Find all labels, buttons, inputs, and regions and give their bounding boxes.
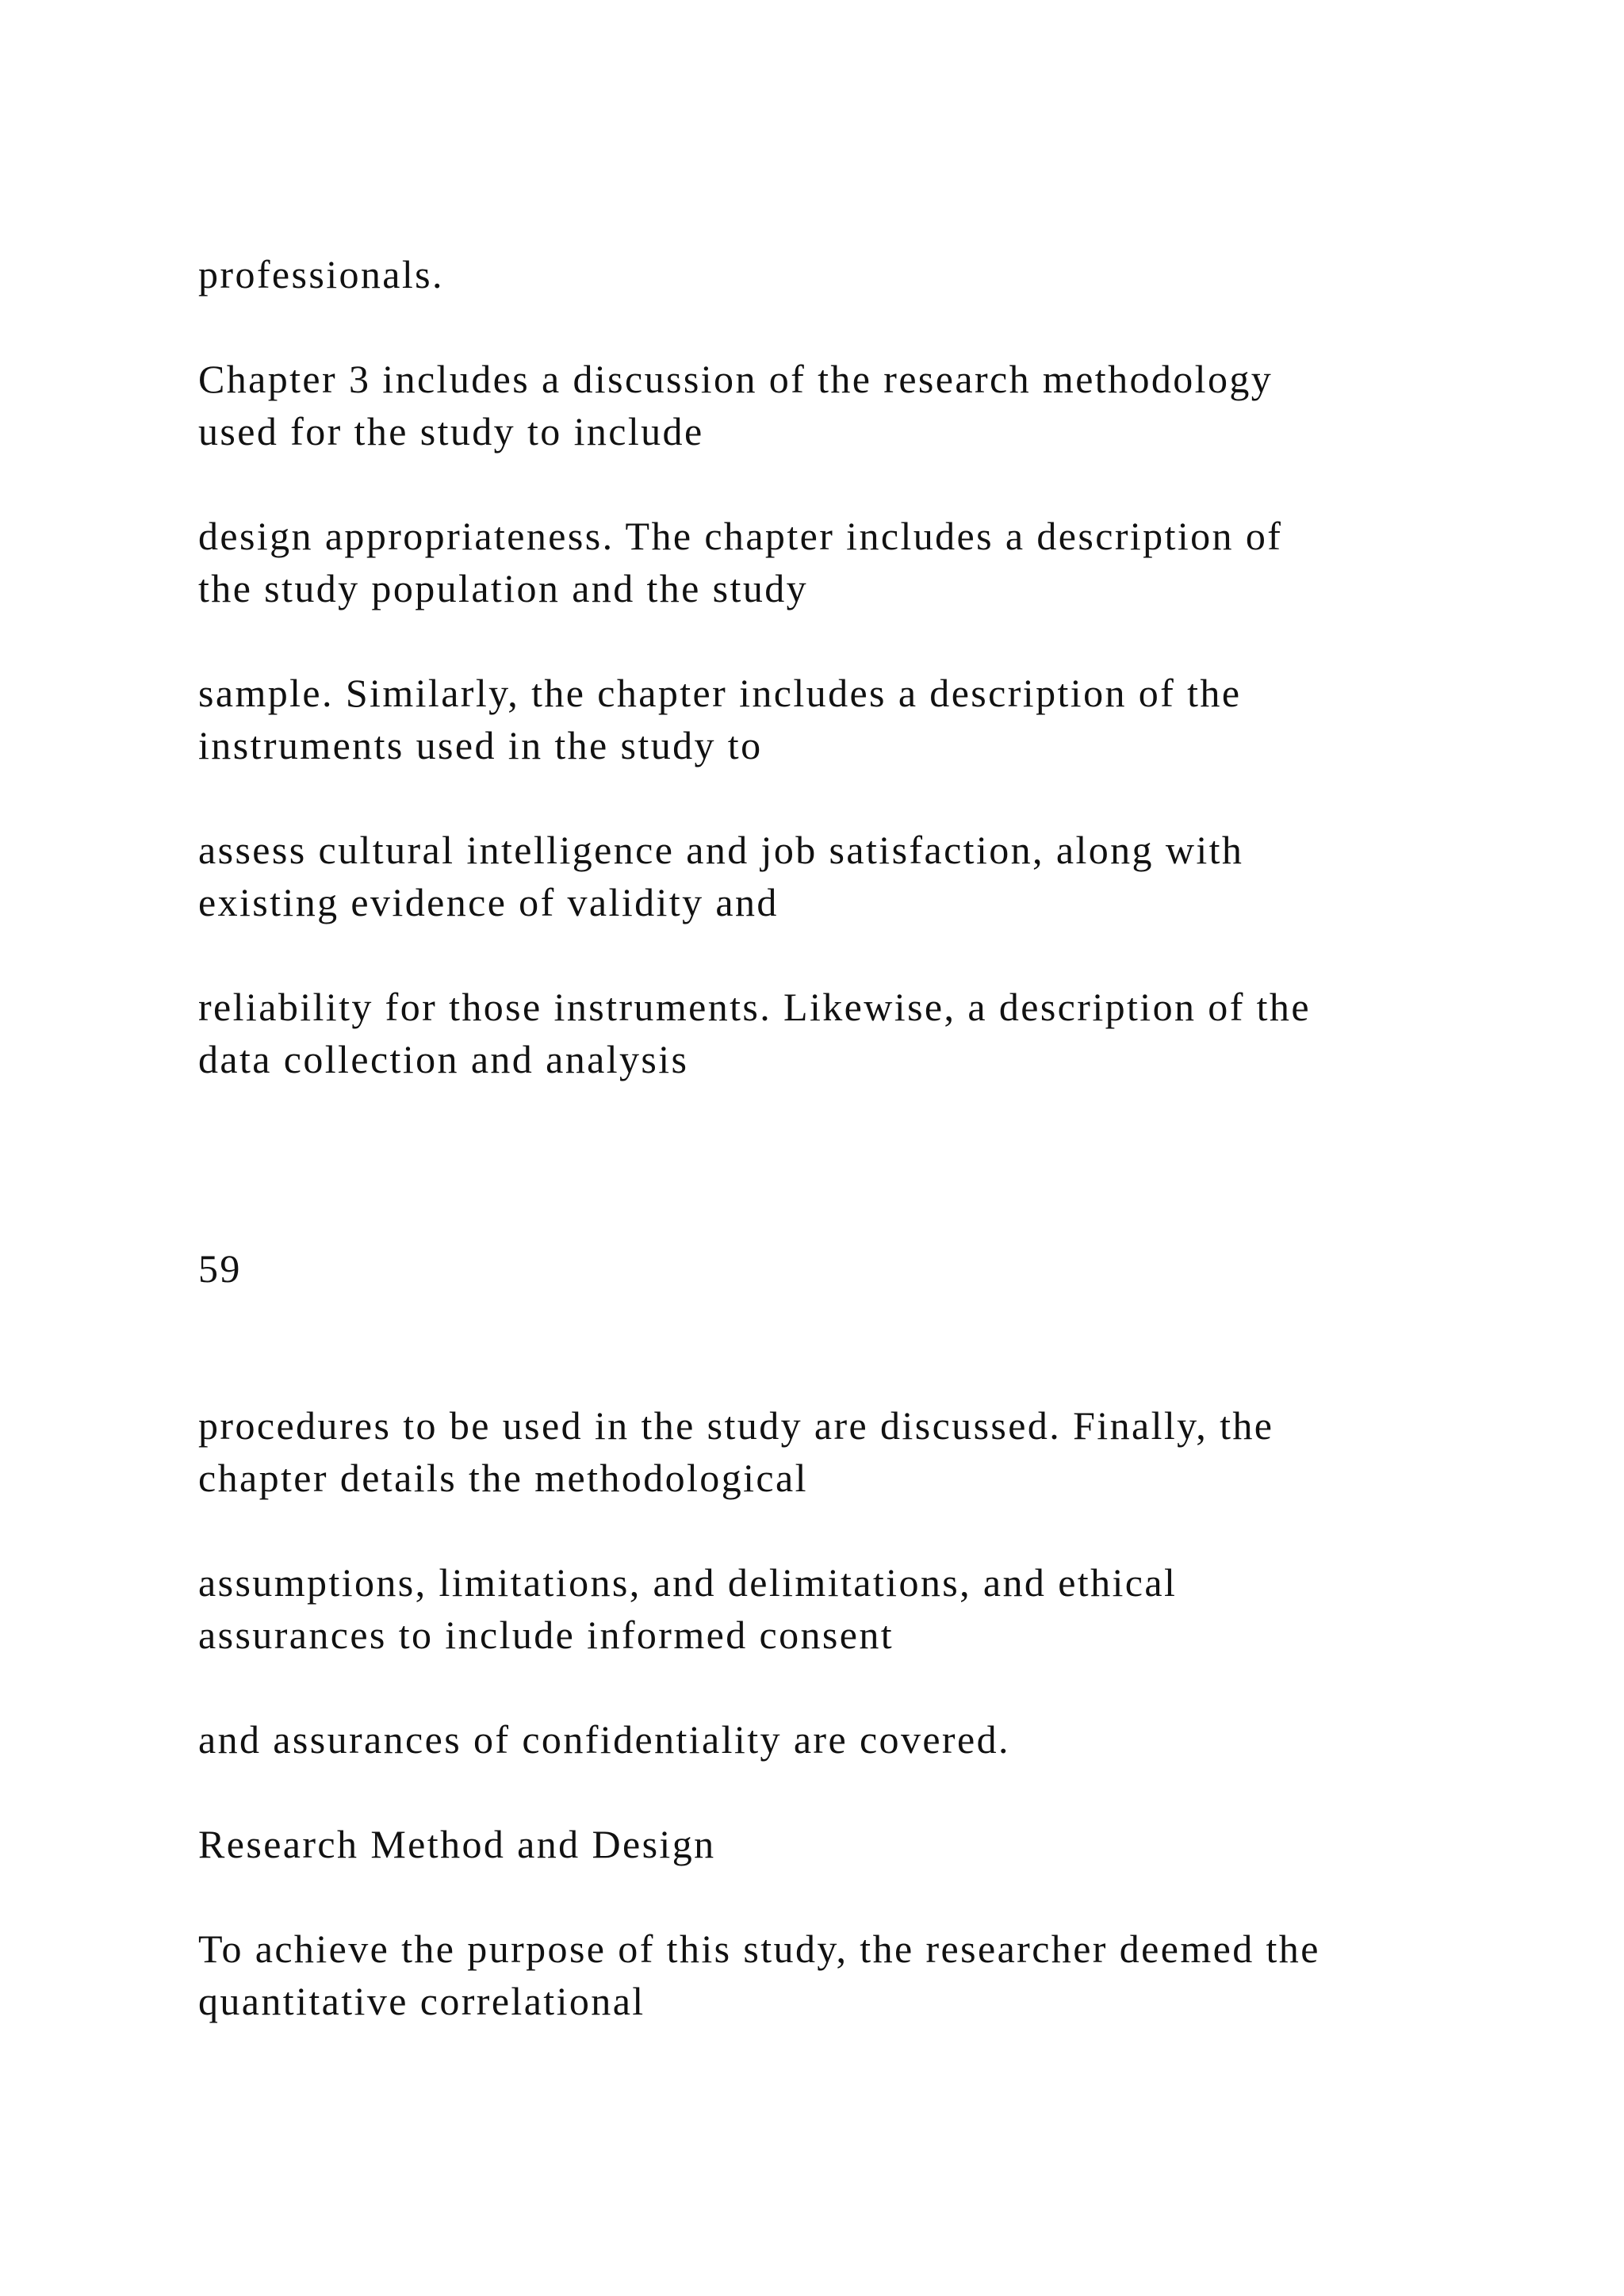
text-line: sample. Similarly, the chapter includes a description of the (198, 671, 1242, 715)
text-line: assess cultural intelligence and job satisfaction, along with (198, 828, 1244, 872)
text-line: instruments used in the study to (198, 723, 763, 767)
text-line: To achieve the purpose of this study, the researcher deemed the (198, 1927, 1320, 1971)
text-line: assurances to include informed consent (198, 1613, 894, 1657)
text-line: reliability for those instruments. Likewise, a description of the (198, 985, 1311, 1029)
text-line: data collection and analysis (198, 1037, 689, 1081)
text-line: the study population and the study (198, 566, 809, 610)
text-line: and assurances of confidentiality are covered. (198, 1717, 1010, 1762)
text-line: professionals. (198, 252, 444, 297)
text-line: Chapter 3 includes a discussion of the research methodology (198, 357, 1274, 401)
text-line: design appropriateness. The chapter includes a description of (198, 514, 1283, 558)
text-line: chapter details the methodological (198, 1456, 808, 1500)
text-line: assumptions, limitations, and delimitations, and ethical (198, 1560, 1178, 1605)
text-line: quantitative correlational (198, 1979, 645, 2023)
text-line: procedures to be used in the study are discussed. Finally, the (198, 1403, 1274, 1448)
text-line: used for the study to include (198, 409, 704, 453)
page-number: 59 (198, 1246, 242, 1291)
text-line: existing evidence of validity and (198, 880, 779, 924)
section-heading: Research Method and Design (198, 1822, 716, 1866)
